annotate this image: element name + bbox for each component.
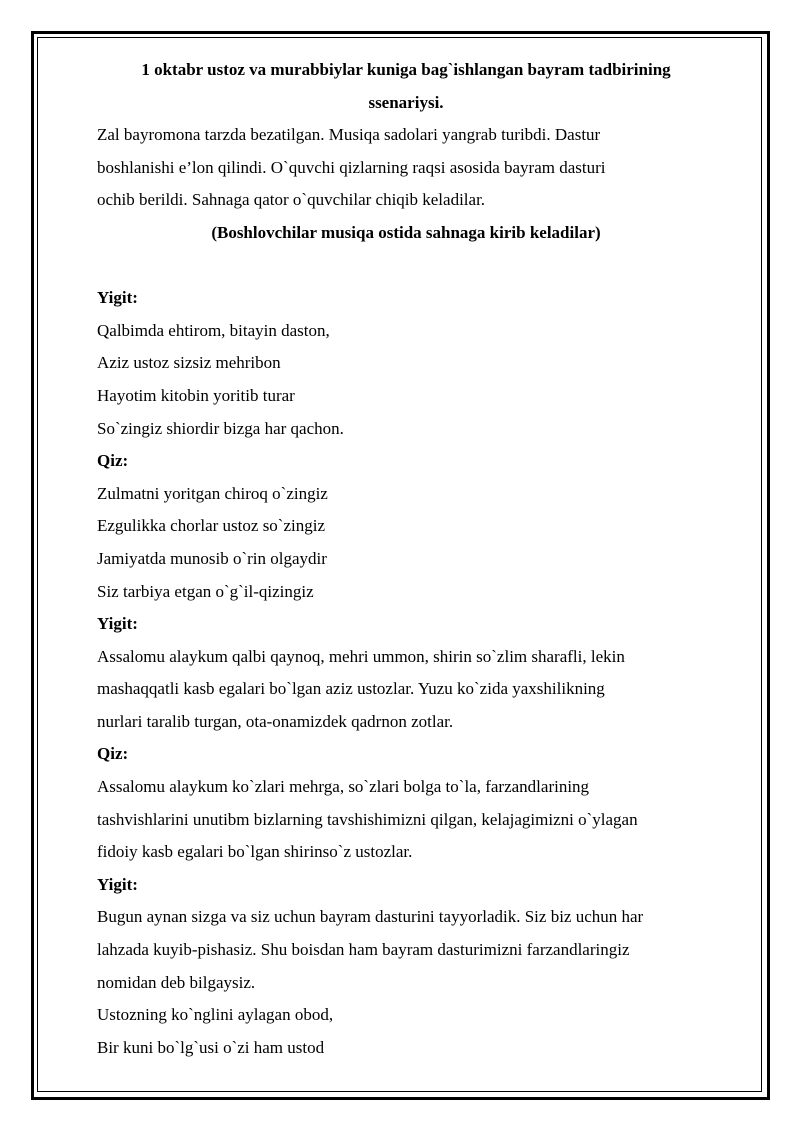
speech-line: Assalomu alaykum ko`zlari mehrga, so`zlari bolga to`la, farzandlarining: [97, 777, 590, 797]
speech-line: Bugun aynan sizga va siz uchun bayram dasturini tayyorladik. Siz biz uchun har: [97, 907, 644, 927]
speaker-label: Yigit:: [97, 614, 138, 634]
speaker-label: Yigit:: [97, 874, 138, 894]
verse-line: Hayotim kitobin yoritib turar: [97, 385, 295, 405]
document-body: [97, 54, 715, 1064]
speech-line: fidoiy kasb egalari bo`lgan shirinso`z ustozlar.: [97, 842, 413, 862]
speech-line: mashaqqatli kasb egalari bo`lgan aziz ustozlar. Yuzu ko`zida yaxshilikning: [97, 679, 605, 699]
verse-line: Jamiyatda munosib o`rin olgaydir: [97, 548, 327, 568]
speech-line: tashvishlarini unutibm bizlarning tavshishimizni qilgan, kelajagimizni o`ylagan: [97, 809, 638, 829]
document-title: [97, 54, 715, 119]
verse-line: Qalbimda ehtirom, bitayin daston,: [97, 320, 330, 340]
title-line-1: 1 oktabr ustoz va murabbiylar kuniga bag`ishlangan bayram tadbirining: [141, 60, 671, 79]
intro-line: boshlanishi e’lon qilindi. O`quvchi qizlarning raqsi asosida bayram dasturi: [97, 157, 606, 177]
verse-line: Bir kuni bo`lg`usi o`zi ham ustod: [97, 1037, 325, 1057]
speech-line: nurlari taralib turgan, ota-onamizdek qadrnon zotlar.: [97, 711, 454, 731]
intro-paragraph: [97, 119, 715, 217]
speech-line: nomidan deb bilgaysiz.: [97, 972, 256, 992]
stage-direction: (Boshlovchilar musiqa ostida sahnaga kirib keladilar): [211, 222, 601, 242]
verse-line: So`zingiz shiordir bizga har qachon.: [97, 418, 344, 438]
speaker-label: Yigit:: [97, 288, 138, 308]
verse-line: Ezgulikka chorlar ustoz so`zingiz: [97, 516, 326, 536]
speech-line: lahzada kuyib-pishasiz. Shu boisdan ham bayram dasturimizni farzandlaringiz: [97, 940, 630, 960]
speaker-label: Qiz:: [97, 451, 129, 471]
title-line-2: ssenariysi.: [368, 92, 444, 112]
verse-line: Siz tarbiya etgan o`g`il-qizingiz: [97, 581, 314, 601]
speaker-label: Qiz:: [97, 744, 129, 764]
blank-line: [97, 250, 715, 283]
speech-line: Assalomu alaykum qalbi qaynoq, mehri ummon, shirin so`zlim sharafli, lekin: [97, 646, 625, 666]
verse-line: Aziz ustoz sizsiz mehribon: [97, 353, 281, 373]
verse-line: Ustozning ko`nglini aylagan obod,: [97, 1005, 334, 1025]
verse-line: Zulmatni yoritgan chiroq o`zingiz: [97, 483, 328, 503]
intro-line: Zal bayromona tarzda bezatilgan. Musiqa sadolari yangrab turibdi. Dastur: [97, 125, 601, 145]
intro-line: ochib berildi. Sahnaga qator o`quvchilar chiqib keladilar.: [97, 190, 486, 210]
